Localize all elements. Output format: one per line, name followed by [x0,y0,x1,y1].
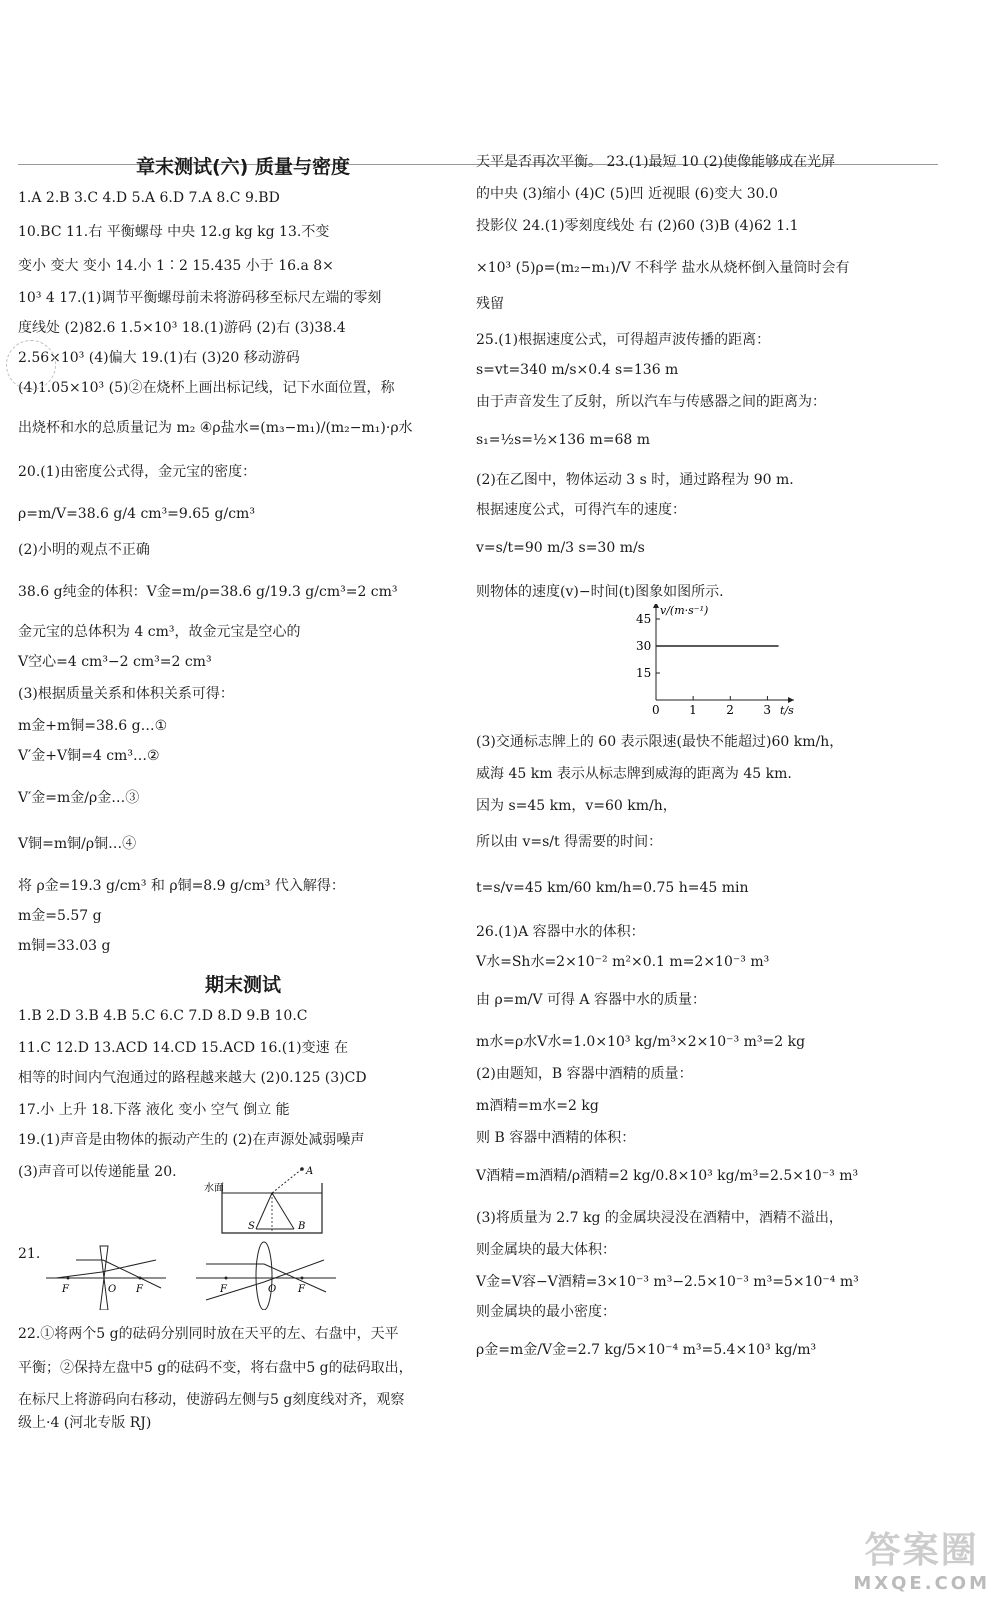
text-line: 投影仪 24.(1)零刻度线处 右 (2)60 (3)B (4)62 1.1 [476,218,799,234]
text-line: 则金属块的最大体积： [476,1242,616,1258]
text-line: 1.B 2.D 3.B 4.B 5.C 6.C 7.D 8.D 9.B 10.C [18,1008,308,1024]
water-surface-label: 水面 [204,1183,224,1194]
focus-label: F [136,1284,143,1295]
y-axis-arrow [653,604,659,608]
x-tick-label: 3 [763,703,772,717]
text-line: 金元宝的总体积为 4 cm³，故金元宝是空心的 [18,624,301,640]
formula-line: V′金=m金/ρ金…③ [18,790,140,806]
optical-center-label: O [268,1284,277,1295]
text-line: 由 ρ=m/V 可得 A 容器中水的质量： [476,992,706,1008]
formula-line: m水=ρ水V水=1.0×10³ kg/m³×2×10⁻³ m³=2 kg [476,1034,806,1050]
formula-line: V金=V容−V酒精=3×10⁻³ m³−2.5×10⁻³ m³=5×10⁻⁴ m³ [476,1274,859,1290]
y-axis-label: v/(m·s⁻¹) [660,604,709,617]
text-line: 17.小 上升 18.下落 液化 变小 空气 倒立 能 [18,1102,290,1118]
text-line: 则物体的速度(v)−时间(t)图象如图所示. [476,584,724,600]
point-s-label: S [248,1221,255,1232]
text-line: 10³ 4 17.(1)调节平衡螺母前未将游码移至标尺左端的零刻 [18,290,382,306]
formula-line: 38.6 g纯金的体积：V金=m/ρ=38.6 g/19.3 g/cm³=2 cm³ [18,584,398,600]
text-line: (3)交通标志牌上的 60 表示限速(最快不能超过)60 km/h， [476,734,844,750]
point-b-label: B [298,1221,306,1232]
text-line: (4)1.05×10³ (5)②在烧杯上画出标记线，记下水面位置，称 [18,380,395,396]
formula-line: V′金+V铜=4 cm³…② [18,748,160,764]
formula-line: 所以由 v=s/t 得需要的时间： [476,834,663,850]
stamp-mark [6,340,56,390]
formula-line: m铜=33.03 g [18,938,111,954]
text-line: 则金属块的最小密度： [476,1304,616,1320]
text-line: 在标尺上将游码向右移动，使游码左侧与5 g刻度线对齐，观察 [18,1392,405,1408]
text-line: 26.(1)A 容器中水的体积： [476,924,645,940]
text-line: 由于声音发生了反射，所以汽车与传感器之间的距离为： [476,394,826,410]
text-line: (2)由题知，B 容器中酒精的质量： [476,1066,693,1082]
text-line: 相等的时间内气泡通过的路程越来越大 (2)0.125 (3)CD [18,1070,367,1086]
formula-line: m金=5.57 g [18,908,102,924]
section-heading-chapter-test: 章末测试(六) 质量与密度 [136,156,350,178]
y-tick-label: 15 [636,666,652,680]
text-line: 20.(1)由密度公式得，金元宝的密度： [18,464,257,480]
formula-line: s₁=½s=½×136 m=68 m [476,432,651,448]
text-line: 根据速度公式，可得汽车的速度： [476,502,686,518]
text-line: 的中央 (3)缩小 (4)C (5)凹 近视眼 (6)变大 30.0 [476,186,778,202]
lens-ray-diagrams [46,1230,346,1310]
watermark-url: MXQE.COM [853,1573,990,1594]
watermark-title: 答案圈 [864,1530,979,1571]
text-line: 天平是否再次平衡。 23.(1)最短 10 (2)使像能够成在光屏 [476,154,836,170]
text-line: 变小 变大 变小 14.小 1∶2 15.435 小于 16.a 8× [18,258,334,274]
reflection-diagram [204,1165,334,1240]
text-line: 10.BC 11.右 平衡螺母 中央 12.g kg kg 13.不变 [18,224,330,240]
text-line: 残留 [476,296,504,312]
point-a-label: A [306,1166,314,1177]
velocity-time-chart [616,604,796,724]
formula-line: V铜=m铜/ρ铜…④ [18,836,137,852]
text-line: (2)在乙图中，物体运动 3 s 时，通过路程为 90 m. [476,472,794,488]
x-tick-label: 0 [652,703,660,717]
y-tick-label: 30 [636,639,652,653]
text-line: 2.56×10³ (4)偏大 19.(1)右 (3)20 移动游码 [18,350,300,366]
text-line: (3)将质量为 2.7 kg 的金属块浸没在酒精中，酒精不溢出， [476,1210,843,1226]
text-line: 11.C 12.D 13.ACD 14.CD 15.ACD 16.(1)变速 在 [18,1040,349,1056]
formula-line: m金+m铜=38.6 g…① [18,718,168,734]
formula-line: v=s/t=90 m/3 s=30 m/s [476,540,645,556]
formula-line: s=vt=340 m/s×0.4 s=136 m [476,362,679,378]
formula-line: m酒精=m水=2 kg [476,1098,599,1114]
focus-label: F [220,1284,227,1295]
x-tick-label: 2 [726,703,734,717]
text-line: 22.①将两个5 g的砝码分别同时放在天平的左、右盘中，天平 [18,1326,399,1342]
text-line: (3)根据质量关系和体积关系可得： [18,686,234,702]
x-axis-arrow [788,697,794,703]
text-line: 则 B 容器中酒精的体积： [476,1130,636,1146]
text-line: 出烧杯和水的总质量记为 m₂ ④ρ盐水=(m₃−m₁)/(m₂−m₁)·ρ水 [18,420,413,436]
text-line: 平衡；②保持左盘中5 g的砝码不变，将右盘中5 g的砝码取出， [18,1360,413,1376]
formula-line: V酒精=m酒精/ρ酒精=2 kg/0.8×10³ kg/m³=2.5×10⁻³ m³ [476,1168,859,1184]
focus-label: F [298,1284,305,1295]
y-tick-label: 45 [636,612,652,626]
section-heading-final-test: 期末测试 [204,974,281,996]
formula-line: ρ金=m金/V金=2.7 kg/5×10⁻⁴ m³=5.4×10³ kg/m³ [476,1342,817,1358]
text-line: 1.A 2.B 3.C 4.D 5.A 6.D 7.A 8.C 9.BD [18,190,280,206]
x-axis-label: t/s [780,704,794,717]
formula-line: V空心=4 cm³−2 cm³=2 cm³ [18,654,212,670]
x-tick-label: 1 [689,703,697,717]
text-line: 19.(1)声音是由物体的振动产生的 (2)在声源处减弱噪声 [18,1132,365,1148]
optical-center-label: O [108,1284,117,1295]
text-line: 因为 s=45 km，v=60 km/h， [476,798,677,814]
text-line: 25.(1)根据速度公式，可得超声波传播的距离： [476,332,771,348]
watermark-logo [853,1522,990,1594]
focus-label: F [62,1284,69,1295]
text-line: 21. [18,1246,41,1262]
page-footer: 级上·4 (河北专版 RJ) [18,1415,152,1431]
text-line: (3)声音可以传递能量 20. [18,1164,177,1180]
text-line: 将 ρ金=19.3 g/cm³ 和 ρ铜=8.9 g/cm³ 代入解得： [18,878,345,894]
text-line: 度线处 (2)82.6 1.5×10³ 18.(1)游码 (2)右 (3)38.4 [18,320,346,336]
formula-line: t=s/v=45 km/60 km/h=0.75 h=45 min [476,880,749,896]
text-line: ×10³ (5)ρ=(m₂−m₁)/V 不科学 盐水从烧杯倒入量筒时会有 [476,260,850,276]
text-line: 威海 45 km 表示从标志牌到威海的距离为 45 km. [476,766,792,782]
formula-line: ρ=m/V=38.6 g/4 cm³=9.65 g/cm³ [18,506,255,522]
text-line: (2)小明的观点不正确 [18,542,150,558]
formula-line: V水=Sh水=2×10⁻² m²×0.1 m=2×10⁻³ m³ [476,954,770,970]
